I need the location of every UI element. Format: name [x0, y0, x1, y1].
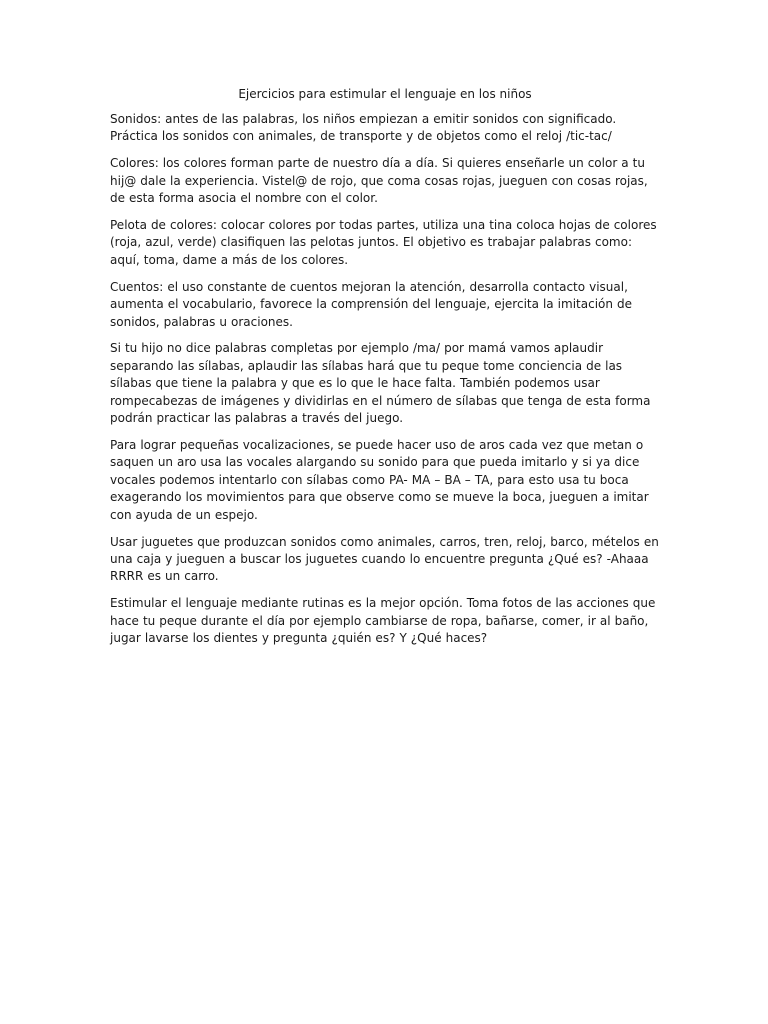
document-title: Ejercicios para estimular el lenguaje en los niños	[238, 87, 532, 101]
paragraph-colores: Colores: los colores forman parte de nuestro día a día. Si quieres enseñarle un color a tu hij@ dale la experiencia. Vistel@ de rojo, que coma cosas rojas, jueguen con cosas rojas, de esta forma asocia el nombre con el color.	[110, 156, 648, 206]
paragraph-cuentos: Cuentos: el uso constante de cuentos mejoran la atención, desarrolla contacto visual, aumenta el vocabulario, favorece la comprensión del lenguaje, ejercita la imitación de sonidos, palabras u oraciones.	[110, 279, 632, 329]
paragraph-juguetes-sonidos: Usar juguetes que produzcan sonidos como animales, carros, tren, reloj, barco, mételos en una caja y jueguen a buscar los juguetes cuando lo encuentre pregunta ¿Qué es? -Ahaaa RRRR es un carro.	[110, 534, 659, 584]
document-body	[110, 86, 660, 657]
paragraph-rutinas: Estimular el lenguaje mediante rutinas es la mejor opción. Toma fotos de las acciones que hace tu peque durante el día por ejemplo cambiarse de ropa, bañarse, comer, ir al baño, jugar lavarse los dientes y pregunta ¿quién es? Y ¿Qué haces?	[110, 596, 656, 646]
paragraph-vocalizaciones: Para lograr pequeñas vocalizaciones, se puede hacer uso de aros cada vez que metan o saquen un aro usa las vocales alargando su sonido para que pueda imitarlo y si ya dice vocales podemos intentarlo con sílabas como PA- MA – BA – TA, para esto usa tu boca exagerando los movimientos para que observe como se mueve la boca, jueguen a imitar con ayuda de un espejo.	[110, 438, 649, 522]
paragraph-pelota-de-colores: Pelota de colores: colocar colores por todas partes, utiliza una tina coloca hojas de colores (roja, azul, verde) clasifiquen las pelotas juntos. El objetivo es trabajar palabras como: aquí, toma, dame a más de los colores.	[110, 218, 657, 267]
paragraph-sonidos: Sonidos: antes de las palabras, los niños empiezan a emitir sonidos con significado. Práctica los sonidos con animales, de transporte y de objetos como el reloj /tic-tac/	[110, 112, 617, 144]
paragraph-silabas: Si tu hijo no dice palabras completas por ejemplo /ma/ por mamá vamos aplaudir separando las sílabas, aplaudir las sílabas hará que tu peque tome conciencia de las sílabas que tiene la palabra y que es lo que le hace falta. También podemos usar rompecabezas de imágenes y dividirlas en el número de sílabas que tenga de esta forma podrán practicar las palabras a través del juego.	[110, 341, 651, 426]
